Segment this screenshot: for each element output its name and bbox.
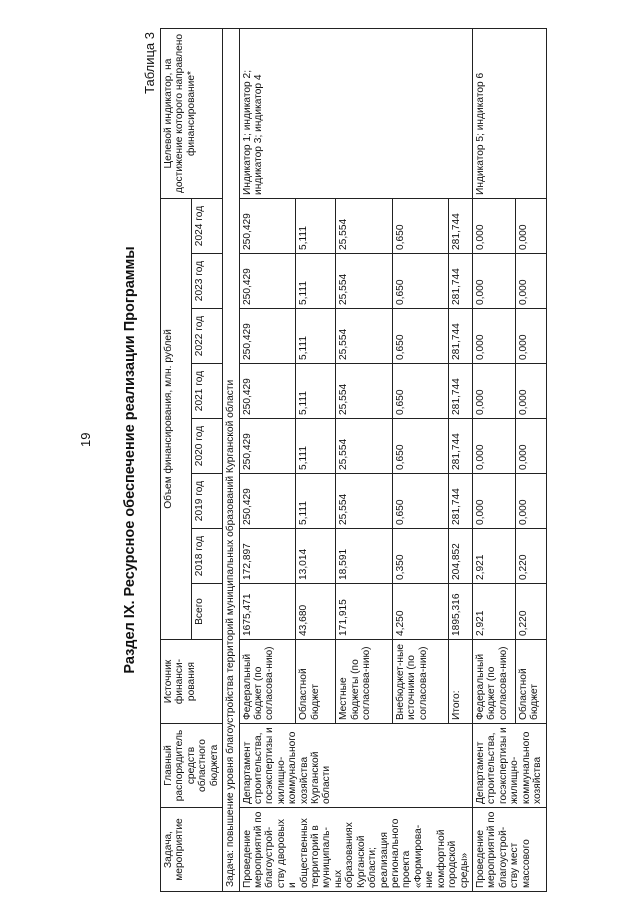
total-cell: 171,915 xyxy=(336,584,393,640)
year-value-cell: 5,111 xyxy=(296,474,336,529)
resource-table xyxy=(160,28,547,892)
total-cell: 0,220 xyxy=(515,584,546,640)
year-value-cell: 250,429 xyxy=(239,309,296,364)
source-cell: Федеральный бюджет (по согласова-нию) xyxy=(239,640,296,724)
year-value-cell: 0,650 xyxy=(392,254,449,309)
header-year: 2020 год xyxy=(192,419,223,474)
year-value-cell: 0,350 xyxy=(392,529,449,584)
total-cell: 4,250 xyxy=(392,584,449,640)
total-cell: 1895,316 xyxy=(449,584,473,640)
event-name: Проведение мероприятий по благоустрой-ству мест массового xyxy=(472,808,546,892)
year-value-cell: 0,000 xyxy=(472,309,515,364)
year-value-cell: 0,650 xyxy=(392,419,449,474)
source-cell: Итого: xyxy=(449,640,473,724)
total-cell: 43,680 xyxy=(296,584,336,640)
year-value-cell: 0,000 xyxy=(472,254,515,309)
year-value-cell: 5,111 xyxy=(296,419,336,474)
header-indicator: Целевой индикатор, на достижение которого направлено финансирование* xyxy=(161,29,223,199)
event-name: Проведение мероприятий по благоустрой-ству дворовых и общественных территорий в муниципаль-ных образованиях Курганской области; реализация регионального проекта «Формирова-ние комфортной городской среды» xyxy=(239,808,472,892)
event-manager: Департамент строительства, госэкспертизы и жилищно-коммунального хозяйства Курганской области xyxy=(239,724,472,808)
source-cell: Местные бюджеты (по согласова-нию) xyxy=(336,640,393,724)
year-value-cell: 25,554 xyxy=(336,199,393,254)
header-year: 2023 год xyxy=(192,254,223,309)
header-year: 2018 год xyxy=(192,529,223,584)
year-value-cell: 0,650 xyxy=(392,364,449,419)
event-manager: Департамент строительства, госэкспертизы и жилищно-коммунального хозяйства xyxy=(472,724,546,808)
year-value-cell: 18,591 xyxy=(336,529,393,584)
year-value-cell: 281,744 xyxy=(449,309,473,364)
year-value-cell: 2,921 xyxy=(472,529,515,584)
page-number: 19 xyxy=(78,432,93,447)
table-body xyxy=(223,29,546,892)
year-value-cell: 25,554 xyxy=(336,364,393,419)
year-value-cell: 5,111 xyxy=(296,364,336,419)
source-cell: Внебюджет-ные источники (по согласова-нию) xyxy=(392,640,449,724)
year-value-cell: 281,744 xyxy=(449,474,473,529)
table-header xyxy=(161,29,223,892)
year-value-cell: 204,852 xyxy=(449,529,473,584)
year-value-cell: 0,000 xyxy=(472,364,515,419)
year-value-cell: 25,554 xyxy=(336,419,393,474)
header-total: Всего xyxy=(192,584,223,640)
source-cell: Федеральный бюджет (по согласова-нию) xyxy=(472,640,515,724)
year-value-cell: 0,000 xyxy=(472,419,515,474)
year-value-cell: 250,429 xyxy=(239,474,296,529)
year-value-cell: 281,744 xyxy=(449,364,473,419)
header-year: 2024 год xyxy=(192,199,223,254)
year-value-cell: 25,554 xyxy=(336,309,393,364)
year-value-cell: 0,650 xyxy=(392,474,449,529)
task-row: Задача: повышение уровня благоустройства территорий муниципальных образований Курганской области xyxy=(223,29,239,892)
year-value-cell: 250,429 xyxy=(239,199,296,254)
rotated-page-content xyxy=(122,28,622,892)
year-value-cell: 0,000 xyxy=(472,474,515,529)
year-value-cell: 25,554 xyxy=(336,474,393,529)
year-value-cell: 250,429 xyxy=(239,364,296,419)
year-value-cell: 281,744 xyxy=(449,419,473,474)
year-value-cell: 0,650 xyxy=(392,309,449,364)
header-source: Источник финанси-рования xyxy=(161,640,223,724)
year-value-cell: 0,220 xyxy=(515,529,546,584)
header-year: 2022 год xyxy=(192,309,223,364)
header-volume: Объем финансирования, млн. рублей xyxy=(161,199,192,640)
year-value-cell: 250,429 xyxy=(239,419,296,474)
year-value-cell: 25,554 xyxy=(336,254,393,309)
year-value-cell: 13,014 xyxy=(296,529,336,584)
year-value-cell: 5,111 xyxy=(296,199,336,254)
year-value-cell: 0,000 xyxy=(472,199,515,254)
source-cell: Областной бюджет xyxy=(515,640,546,724)
table-label: Таблица 3 xyxy=(142,32,157,94)
header-manager: Главный распорядитель средств областного бюджета xyxy=(161,724,223,808)
year-value-cell: 250,429 xyxy=(239,254,296,309)
year-value-cell: 0,000 xyxy=(515,419,546,474)
year-value-cell: 0,650 xyxy=(392,199,449,254)
indicator-cell: Индикатор 1; индикатор 2; индикатор 3; индикатор 4 xyxy=(239,29,472,199)
section-title: Раздел IX. Ресурсное обеспечение реализации Программы xyxy=(122,246,138,674)
year-value-cell: 172,897 xyxy=(239,529,296,584)
header-year: 2019 год xyxy=(192,474,223,529)
year-value-cell: 5,111 xyxy=(296,254,336,309)
year-value-cell: 281,744 xyxy=(449,254,473,309)
table-row xyxy=(472,29,515,892)
year-value-cell: 0,000 xyxy=(515,254,546,309)
year-value-cell: 0,000 xyxy=(515,309,546,364)
year-value-cell: 0,000 xyxy=(515,364,546,419)
year-value-cell: 0,000 xyxy=(515,474,546,529)
header-task: Задача, мероприятие xyxy=(161,808,223,892)
indicator-cell: Индикатор 5; индикатор 6 xyxy=(472,29,546,199)
total-cell: 2,921 xyxy=(472,584,515,640)
year-value-cell: 281,744 xyxy=(449,199,473,254)
total-cell: 1675,471 xyxy=(239,584,296,640)
table-row xyxy=(239,29,296,892)
year-value-cell: 5,111 xyxy=(296,309,336,364)
source-cell: Областной бюджет xyxy=(296,640,336,724)
year-value-cell: 0,000 xyxy=(515,199,546,254)
header-year: 2021 год xyxy=(192,364,223,419)
